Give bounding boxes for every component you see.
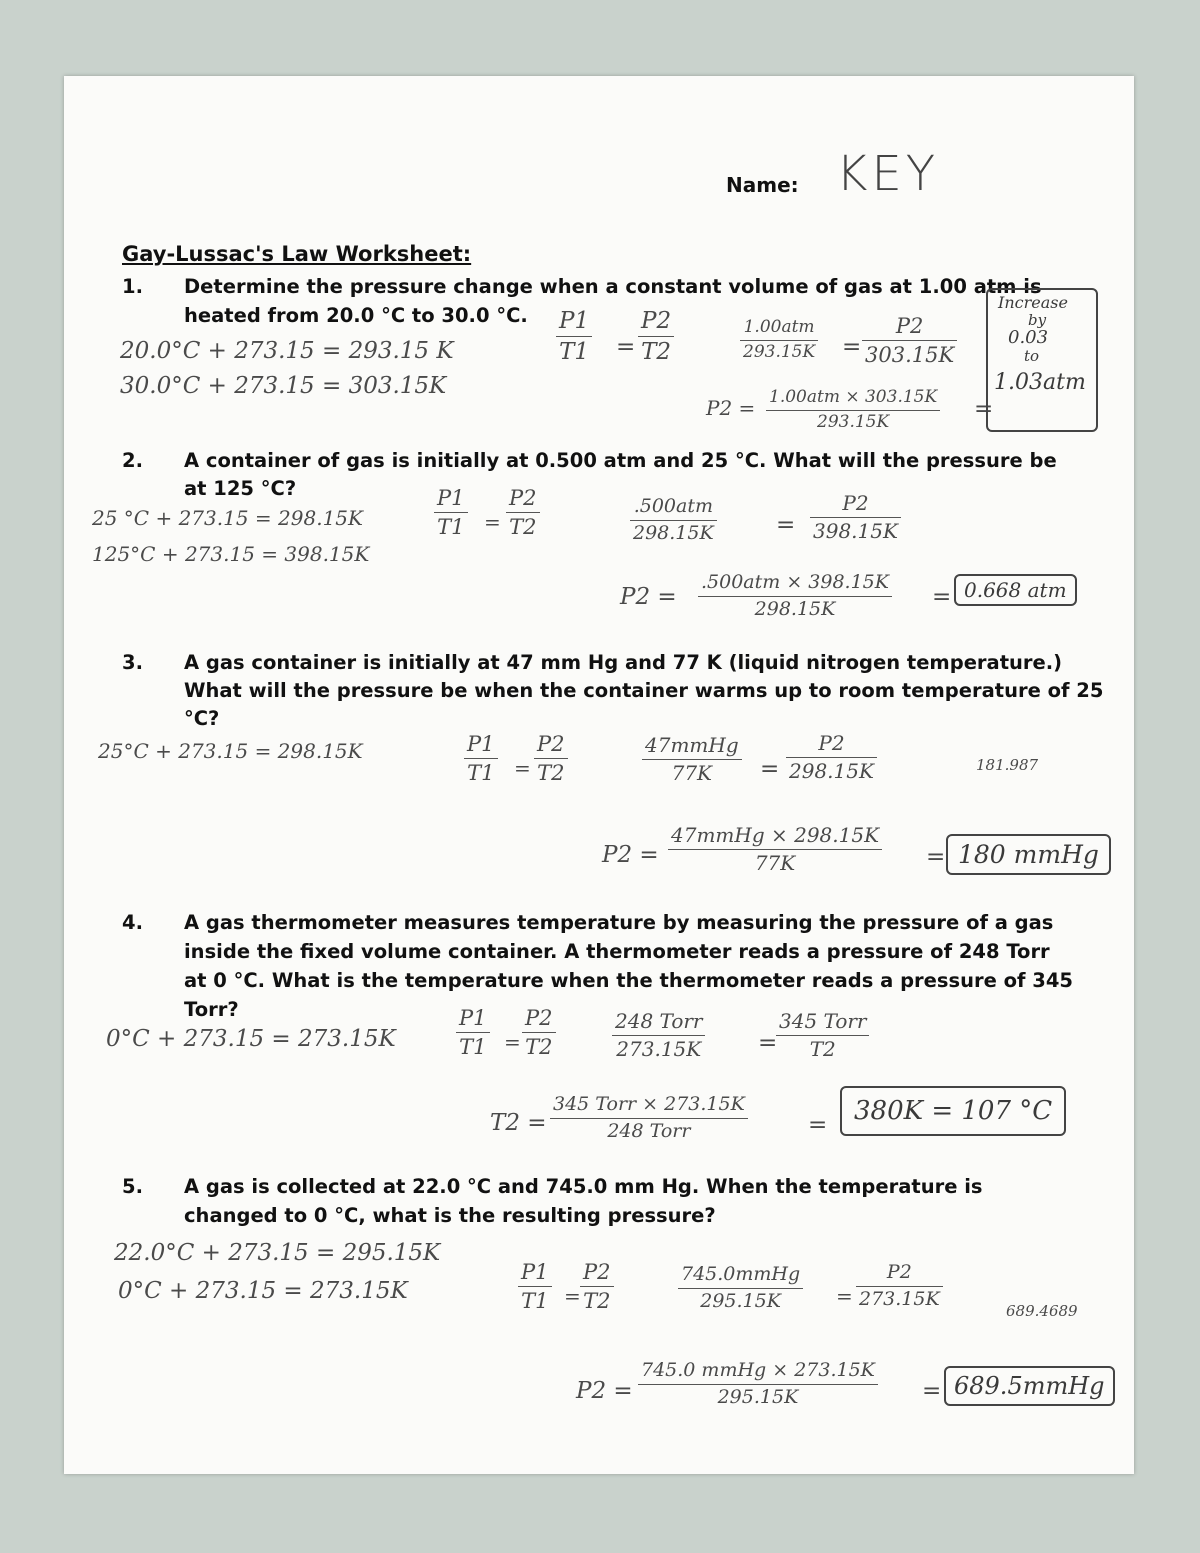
answer-box: 180 mmHg bbox=[946, 834, 1111, 875]
law-fraction-p2-t2: P2 T2 bbox=[522, 1006, 556, 1059]
problem-text-line: What will the pressure be when the container warms up to room temperature of 25 bbox=[184, 679, 1104, 702]
substituted-fraction-right: P2 298.15K bbox=[786, 732, 877, 783]
law-fraction-p1-t1: P1 T1 bbox=[434, 486, 468, 539]
conversion-line: 125°C + 273.15 = 398.15K bbox=[92, 542, 370, 566]
law-fraction-p1-t1: P1 T1 bbox=[556, 308, 592, 366]
solve-fraction: 1.00atm × 303.15K 293.15K bbox=[766, 388, 940, 432]
problem-text-line: inside the fixed volume container. A thermometer reads a pressure of 248 Torr bbox=[184, 940, 1050, 963]
problem-text-line: at 0 °C. What is the temperature when the thermometer reads a pressure of 345 bbox=[184, 969, 1073, 992]
conversion-line: 25°C + 273.15 = 298.15K bbox=[98, 739, 363, 763]
problem-number: 4. bbox=[122, 911, 143, 934]
solve-fraction: 47mmHg × 298.15K 77K bbox=[668, 824, 882, 875]
law-fraction-p2-t2: P2 T2 bbox=[506, 486, 540, 539]
problem-text-line: A gas container is initially at 47 mm Hg and 77 K (liquid nitrogen temperature.) bbox=[184, 651, 1063, 674]
law-fraction-p2-t2: P2 T2 bbox=[534, 732, 568, 785]
problem-number: 5. bbox=[122, 1175, 143, 1198]
problem-text-line: Torr? bbox=[184, 998, 239, 1021]
answer-box: Increase by 0.03 to 1.03atm bbox=[986, 288, 1098, 432]
scratch-calculation: 689.4689 bbox=[1006, 1302, 1078, 1320]
solve-label: P2 = bbox=[706, 396, 756, 420]
conversion-line: 0°C + 273.15 = 273.15K bbox=[118, 1278, 408, 1304]
substituted-fraction-right: 345 Torr T2 bbox=[776, 1010, 869, 1061]
answer-box: 0.668 atm bbox=[954, 574, 1077, 606]
substituted-fraction-right: P2 303.15K bbox=[862, 314, 957, 367]
problem-text-line: changed to 0 °C, what is the resulting pressure? bbox=[184, 1204, 716, 1227]
law-fraction-p1-t1: P1 T1 bbox=[464, 732, 498, 785]
problem-text-line: Determine the pressure change when a constant volume of gas at 1.00 atm is bbox=[184, 275, 1042, 298]
name-value: KEY bbox=[836, 146, 940, 202]
worksheet-page: Name: KEY Gay-Lussac's Law Worksheet: 1. Determine the pressure change when a constant volume of gas at 1.00 atm is heated from 20.0 °C to 30.0 °C. 20.0°C + 273.15 = 293.15 K 30.0°C + 273.15 = 303.15K P1 T1 = P2 T2 1.00atm 293.15K = P2 303.15K P2 = 1.00atm × 303.15K 293.15K = Increase by 0.03 to 1.03atm 2. A container of gas is initially at 0.500 atm and 25 °C. What will the pressure be at 125 °C? 25 °C + 273.15 = 298.15K 125°C + 273.15 = 398.15K P1 T1 = P2 T2 .500atm 298.15K = P2 398.15K P2 = .500atm × 398.15K 298.15K = 0.668 atm 3. A gas container is initially at 47 mm Hg and 77 K (liquid nitrogen temperature.) What will the pressure be when the container warms up to room temperature of 25 °C? 25°C + 273.15 = 298.15K P1 T1 = P2 T2 47mmHg 77K = P2 298.15K 181.987 P2 = 47mmHg × 298.15K 77K = 180 mmHg 4. A gas thermometer measures temperature by measuring the pressure of a gas inside the fixed volume container. A thermometer reads a pressure of 248 Torr at 0 °C. What is the temperature when the thermometer reads a pressure of 345 Torr? 0°C + 273.15 = 273.15K P1 T1 = P2 T2 248 Torr 273.15K = 345 Torr T2 T2 = 345 Torr × 273.15K 248 Torr = 380K = 107 °C 5. A gas is collected at 22.0 °C and 745.0 mm Hg. When the temperature is changed to 0 °C, what is the resulting pressure? 22.0°C + 273.15 = 295.15K 0°C + 273.15 = 273.15K P1 T1 = P2 T2 745.0mmHg 295.15K = P2 273.15K 689.4689 P2 = 745.0 mmHg × 273.15K 295.15K = 689.5mmHg bbox=[64, 76, 1134, 1474]
solve-label: T2 = bbox=[490, 1110, 547, 1136]
substituted-fraction-left: .500atm 298.15K bbox=[630, 496, 717, 545]
solve-fraction: 345 Torr × 273.15K 248 Torr bbox=[550, 1094, 748, 1143]
solve-fraction: 745.0 mmHg × 273.15K 295.15K bbox=[638, 1360, 878, 1409]
substituted-fraction-left: 1.00atm 293.15K bbox=[740, 318, 818, 362]
solve-fraction: .500atm × 398.15K 298.15K bbox=[698, 572, 892, 621]
problem-text-line: heated from 20.0 °C to 30.0 °C. bbox=[184, 304, 528, 327]
problem-text-line: A gas thermometer measures temperature by measuring the pressure of a gas bbox=[184, 911, 1054, 934]
conversion-line: 30.0°C + 273.15 = 303.15K bbox=[120, 373, 447, 399]
problem-text-line: °C? bbox=[184, 707, 220, 730]
name-label: Name: bbox=[726, 173, 799, 197]
substituted-fraction-left: 47mmHg 77K bbox=[642, 734, 742, 785]
answer-value: 1.03atm bbox=[994, 370, 1086, 395]
answer-box: 689.5mmHg bbox=[944, 1366, 1115, 1406]
law-fraction-p2-t2: P2 T2 bbox=[638, 308, 674, 366]
conversion-line: 25 °C + 273.15 = 298.15K bbox=[92, 506, 363, 530]
answer-box: 380K = 107 °C bbox=[840, 1086, 1066, 1136]
solve-label: P2 = bbox=[620, 584, 677, 610]
problem-text-line: at 125 °C? bbox=[184, 477, 297, 500]
problem-number: 1. bbox=[122, 275, 143, 298]
scratch-calculation: 181.987 bbox=[976, 756, 1039, 774]
substituted-fraction-left: 248 Torr 273.15K bbox=[612, 1010, 705, 1061]
substituted-fraction-right: P2 398.15K bbox=[810, 492, 901, 543]
law-fraction-p2-t2: P2 T2 bbox=[580, 1260, 614, 1313]
problem-number: 2. bbox=[122, 449, 143, 472]
problem-text-line: A container of gas is initially at 0.500 atm and 25 °C. What will the pressure be bbox=[184, 449, 1057, 472]
law-fraction-p1-t1: P1 T1 bbox=[456, 1006, 490, 1059]
law-fraction-p1-t1: P1 T1 bbox=[518, 1260, 552, 1313]
problem-text-line: A gas is collected at 22.0 °C and 745.0 mm Hg. When the temperature is bbox=[184, 1175, 983, 1198]
worksheet-title: Gay-Lussac's Law Worksheet: bbox=[122, 242, 472, 266]
solve-label: P2 = bbox=[602, 842, 659, 868]
substituted-fraction-right: P2 273.15K bbox=[856, 1262, 943, 1311]
conversion-line: 20.0°C + 273.15 = 293.15 K bbox=[120, 338, 454, 364]
solve-label: P2 = bbox=[576, 1378, 633, 1404]
conversion-line: 22.0°C + 273.15 = 295.15K bbox=[114, 1240, 441, 1266]
substituted-fraction-left: 745.0mmHg 295.15K bbox=[678, 1264, 803, 1313]
conversion-line: 0°C + 273.15 = 273.15K bbox=[106, 1026, 396, 1052]
problem-number: 3. bbox=[122, 651, 143, 674]
